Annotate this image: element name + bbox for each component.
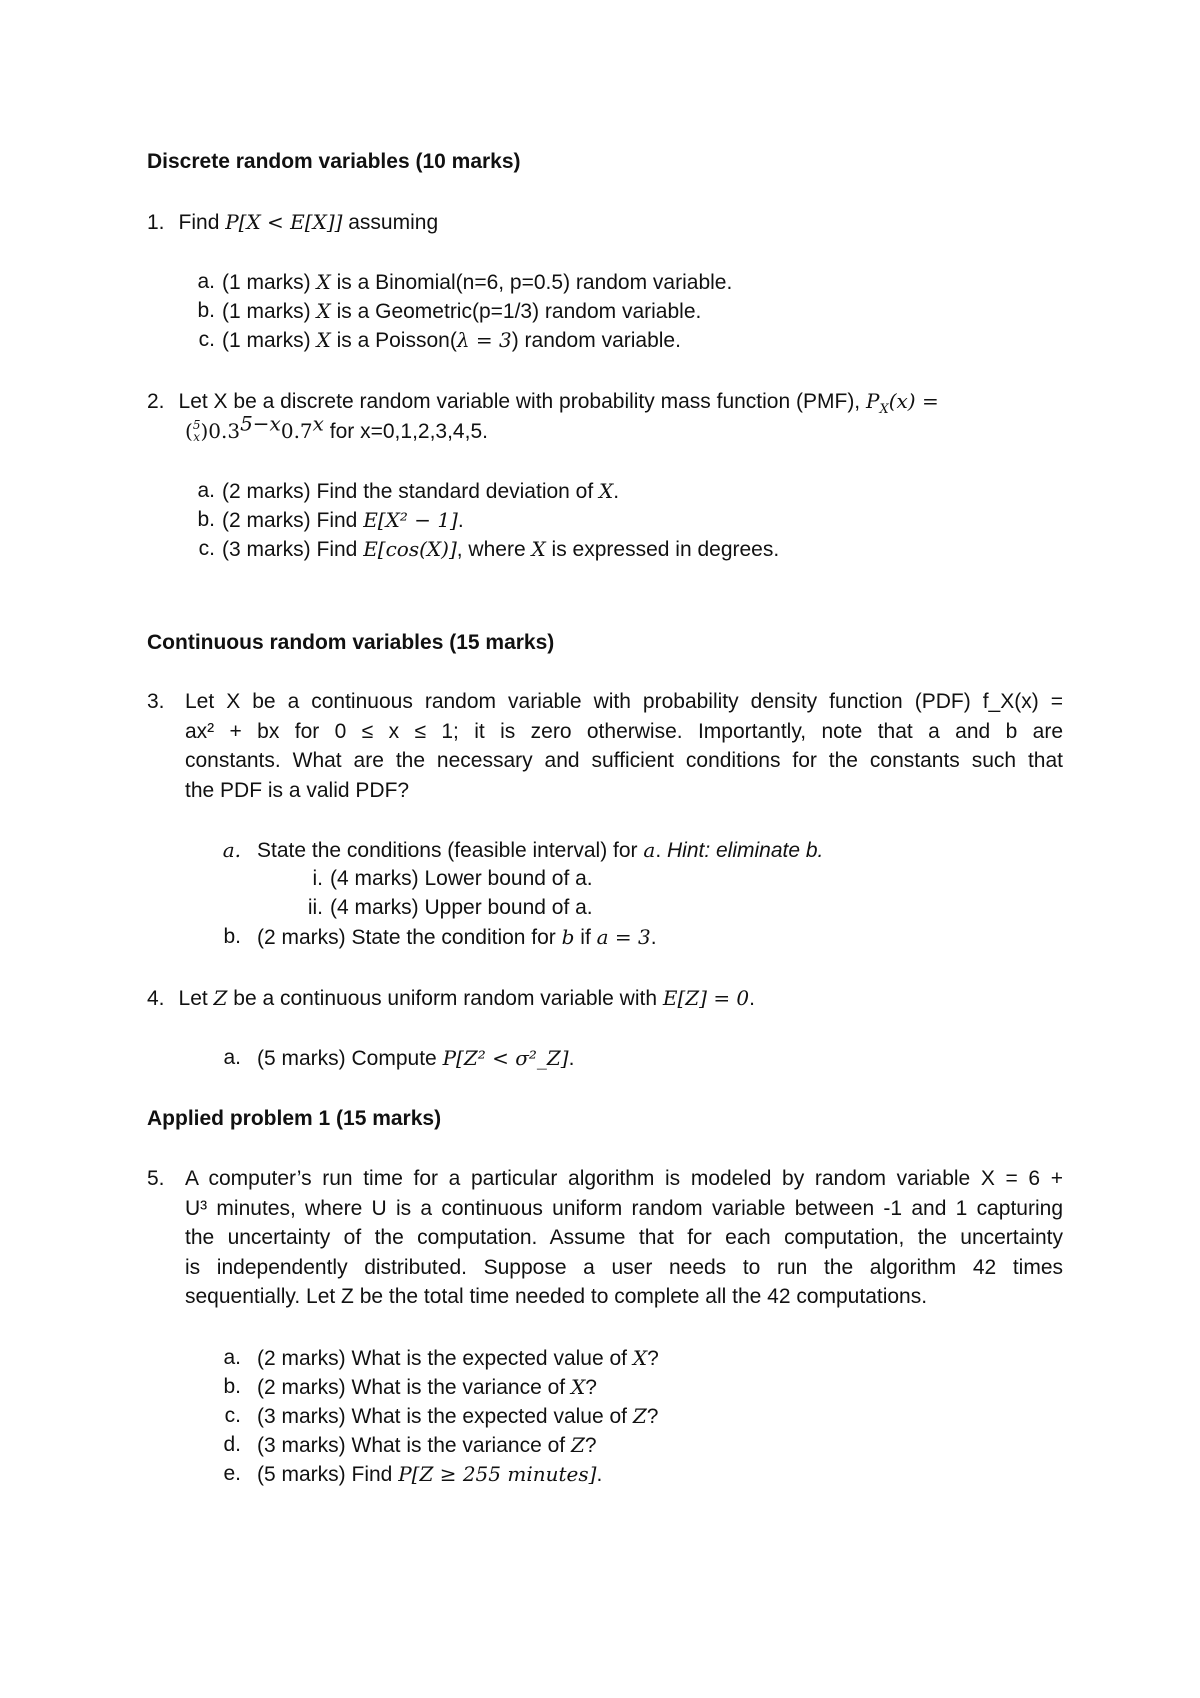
item-text: is a Binomial(n=6, p=0.5) random variable. xyxy=(330,271,733,294)
math-expression: X xyxy=(599,479,614,503)
binomial-coefficient: ( 5 x ) xyxy=(185,418,209,444)
math-var: Z xyxy=(632,1404,647,1428)
question-text: be a continuous uniform random variable with xyxy=(227,987,663,1010)
question-number: 4. xyxy=(147,987,165,1010)
item-text: Find xyxy=(310,538,364,561)
question-text: Find xyxy=(178,211,226,234)
math-expression: P[Z ≥ 255 minutes] xyxy=(398,1462,597,1486)
punctuation: . xyxy=(749,987,756,1010)
item-text: What is the variance of xyxy=(345,1376,571,1399)
list-item-q5a xyxy=(223,1345,659,1372)
item-text: Find the standard deviation of xyxy=(310,480,600,503)
math-pmf: $P_X(x)$ = xyxy=(865,389,939,417)
item-marks: (3 marks) xyxy=(257,1434,346,1457)
section-heading-continuous: Continuous random variables (15 marks) xyxy=(147,631,555,654)
math-expression: E[cos(X)] xyxy=(363,537,457,561)
item-label: d. xyxy=(223,1433,241,1456)
item-text: is a Geometric(p=1/3) random variable. xyxy=(330,300,702,323)
item-marks: (1 marks) xyxy=(222,329,311,352)
item-text: ) random variable. xyxy=(511,329,681,352)
math-expression: E[X² − 1] xyxy=(363,508,458,532)
math-var: X xyxy=(316,328,331,352)
question-text: assuming xyxy=(342,211,439,234)
item-text: Find xyxy=(310,509,364,532)
item-marks: (2 marks) xyxy=(257,1347,346,1370)
item-label: a. xyxy=(197,270,215,293)
question-number: 1. xyxy=(147,211,165,234)
item-marks: (2 marks) xyxy=(222,480,311,503)
item-marks: (4 marks) xyxy=(330,896,419,919)
item-label: b. xyxy=(197,508,215,531)
item-label: a. xyxy=(223,1346,241,1369)
question-text: Let X be a discrete random variable with probability mass function (PMF), xyxy=(178,390,866,413)
list-item-q1c xyxy=(198,327,681,354)
item-text: is a Poisson( xyxy=(330,329,457,352)
math-var: X xyxy=(632,1346,648,1370)
question-text: Let xyxy=(178,987,214,1010)
math-var: X xyxy=(570,1375,586,1399)
math-expression: a = 3 xyxy=(596,925,651,949)
item-text: Find xyxy=(345,1463,399,1486)
item-marks: (1 marks) xyxy=(222,300,311,323)
list-item-q3a-i xyxy=(312,866,593,892)
item-text: Lower bound of a. xyxy=(418,867,593,890)
item-text: State the conditions (feasible interval) for xyxy=(257,839,644,862)
math-term: $0.3^{5-x}0.7^x$ xyxy=(208,411,324,443)
item-text: What is the expected value of xyxy=(345,1405,633,1428)
item-label: c. xyxy=(198,537,215,560)
math-expression: P[X < E[X]] xyxy=(225,210,343,234)
list-item-q4a xyxy=(223,1045,575,1072)
item-label: c. xyxy=(198,328,215,351)
item-label: a. xyxy=(222,838,241,862)
list-item-q5c xyxy=(224,1403,659,1430)
item-label: ii. xyxy=(307,896,323,919)
item-label: b. xyxy=(223,1375,241,1398)
paragraph-line: A computer’s run time for a particular algorithm is modeled by random variable X = 6 + xyxy=(185,1167,1063,1190)
item-text: What is the variance of xyxy=(345,1434,571,1457)
question-text: for x=0,1,2,3,4,5. xyxy=(323,420,488,443)
item-marks: (3 marks) xyxy=(222,538,311,561)
list-item-q5d xyxy=(223,1432,597,1459)
item-text: Compute xyxy=(345,1047,443,1070)
item-marks: (3 marks) xyxy=(257,1405,346,1428)
item-label: e. xyxy=(223,1462,241,1485)
item-text: Upper bound of a. xyxy=(418,896,593,919)
paragraph-line: the uncertainty of the computation. Assume that for each computation, the uncertainty xyxy=(185,1226,1063,1249)
paragraph-line: the PDF is a valid PDF? xyxy=(185,778,410,802)
punctuation: ? xyxy=(646,1405,659,1428)
item-label: a. xyxy=(197,479,215,502)
question-number-5: 5. xyxy=(147,1167,165,1190)
section-heading-discrete: Discrete random variables (10 marks) xyxy=(147,150,521,173)
punctuation: . xyxy=(650,926,657,949)
item-text: is expressed in degrees. xyxy=(545,538,780,561)
hint-text: Hint: eliminate b. xyxy=(666,839,824,862)
math-var: X xyxy=(316,270,331,294)
punctuation: ? xyxy=(585,1376,597,1399)
paragraph-line: is independently distributed. Suppose a user needs to run the algorithm 42 times xyxy=(185,1255,1063,1279)
item-label: c. xyxy=(224,1404,241,1427)
item-marks: (2 marks) xyxy=(222,509,311,532)
punctuation: . xyxy=(596,1463,603,1486)
item-marks: (1 marks) xyxy=(222,271,311,294)
math-expression: λ = 3 xyxy=(456,328,512,352)
punctuation: . xyxy=(457,509,464,532)
section-heading-applied: Applied problem 1 (15 marks) xyxy=(147,1107,442,1130)
punctuation: . xyxy=(655,839,667,862)
list-item-q2b xyxy=(197,507,464,534)
item-marks: (5 marks) xyxy=(257,1047,346,1070)
paragraph-line: U³ minutes, where U is a continuous uniform random variable between -1 and 1 capturing xyxy=(185,1196,1063,1220)
paragraph-line: ax² + bx for 0 ≤ x ≤ 1; it is zero otherwise. Importantly, note that a and b are xyxy=(185,719,1063,743)
list-item-q5b xyxy=(223,1374,597,1401)
question-number: 2. xyxy=(147,390,165,413)
item-label: a. xyxy=(223,1046,241,1069)
math-var: X xyxy=(531,537,546,561)
paragraph-line: constants. What are the necessary and sufficient conditions for the constants such that xyxy=(185,749,1063,772)
question-4 xyxy=(147,985,755,1012)
list-item-q2a xyxy=(197,478,620,505)
math-expression: P[Z² < σ²_Z] xyxy=(442,1046,569,1070)
math-var: Z xyxy=(570,1433,585,1457)
math-expression: E[Z] = 0 xyxy=(662,986,750,1010)
math-var: X xyxy=(316,299,331,323)
paragraph-line: sequentially. Let Z be the total time needed to complete all the 42 computations. xyxy=(185,1285,928,1308)
punctuation: ? xyxy=(647,1347,659,1370)
math-var: b xyxy=(561,925,575,949)
question-2-line2 xyxy=(185,411,488,445)
item-marks: (5 marks) xyxy=(257,1463,346,1486)
punctuation: . xyxy=(613,480,620,503)
question-number-3: 3. xyxy=(147,690,165,713)
punctuation: ? xyxy=(584,1434,597,1457)
item-text: State the condition for xyxy=(345,926,562,949)
item-text: if xyxy=(574,926,597,949)
item-label: i. xyxy=(312,867,323,890)
punctuation: . xyxy=(568,1047,575,1070)
item-marks: (4 marks) xyxy=(330,867,419,890)
item-text: , where xyxy=(456,538,532,561)
question-3-paragraph xyxy=(185,689,1063,807)
item-text: What is the expected value of xyxy=(345,1347,633,1370)
paragraph-line: Let X be a continuous random variable with probability density function (PDF) f_X(x) = xyxy=(185,690,1063,713)
list-item-q5e xyxy=(223,1461,603,1488)
list-item-q3a xyxy=(222,837,824,864)
item-label: b. xyxy=(223,925,241,948)
list-item-q1a xyxy=(197,269,733,296)
question-1 xyxy=(147,209,438,236)
math-var: Z xyxy=(213,986,228,1010)
list-item-q3a-ii xyxy=(307,895,593,921)
item-marks: (2 marks) xyxy=(257,926,346,949)
question-5-paragraph xyxy=(185,1166,1063,1314)
item-label: b. xyxy=(197,299,215,322)
list-item-q3b xyxy=(223,924,657,951)
list-item-q2c xyxy=(198,536,780,563)
item-marks: (2 marks) xyxy=(257,1376,346,1399)
list-item-q1b xyxy=(197,298,702,325)
math-var: a xyxy=(643,838,656,862)
